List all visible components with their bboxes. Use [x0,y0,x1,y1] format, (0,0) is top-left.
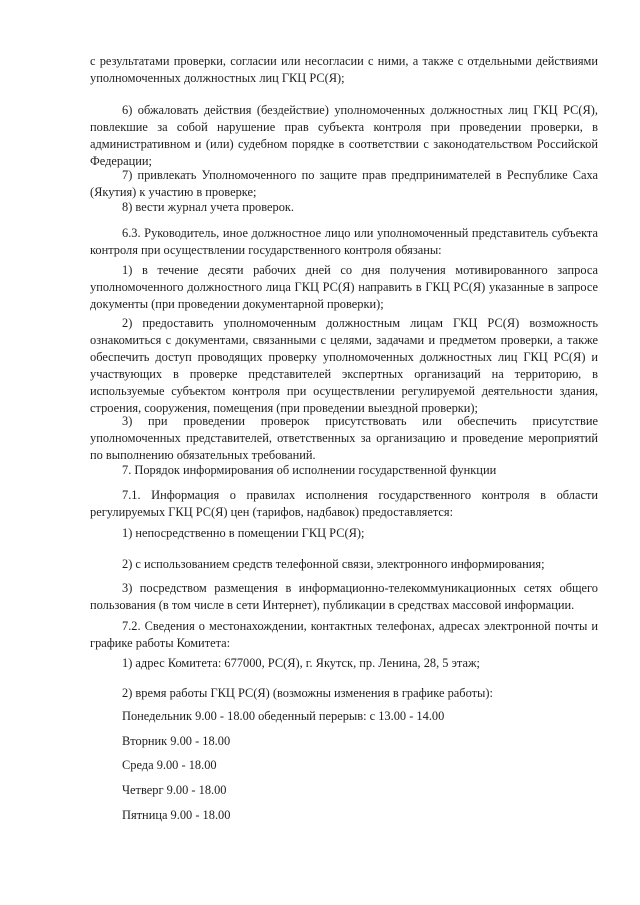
paragraph-1: с результатами проверки, согласии или несогласии с ними, а также с отдельными действиями уполномоченных должностных лиц ГКЦ РС(Я); [90,54,598,85]
paragraph-2: 6) обжаловать действия (бездействие) уполномоченных должностных лиц ГКЦ РС(Я), повлекшие за собой нарушение прав субъекта контроля при проведении проверки, в административном и (или) судебном порядке в соответствии с законодательством Российской Федерации; [90,103,598,168]
paragraph-15: 2) время работы ГКЦ РС(Я) (возможны изменения в графике работы): [122,686,493,700]
section-heading-7: 7. Порядок информирования об исполнении государственной функции [122,463,497,477]
schedule-thursday: Четверг 9.00 - 18.00 [122,783,227,797]
paragraph-4: 8) вести журнал учета проверок. [122,200,295,214]
paragraph-5: 6.3. Руководитель, иное должностное лицо или уполномоченный представитель субъекта контроля при осуществлении государственного контроля обязаны: [90,226,598,257]
schedule-wednesday: Среда 9.00 - 18.00 [122,758,217,772]
paragraph-9: 7.1. Информация о правилах исполнения государственного контроля в области регулируемых ГКЦ РС(Я) цен (тарифов, надбавок) предоставляется: [90,488,598,519]
schedule-friday: Пятница 9.00 - 18.00 [122,808,231,822]
paragraph-6: 1) в течение десяти рабочих дней со дня получения мотивированного запроса уполномоченного должностного лица ГКЦ РС(Я) направить в ГКЦ РС(Я) указанные в запросе документы (при проведении документарной проверки); [90,263,598,311]
paragraph-8: 3) при проведении проверок присутствовать или обеспечить присутствие уполномоченных представителей, ответственных за организацию и проведение мероприятий по выполнению обязательных требований. [90,414,598,462]
paragraph-12: 3) посредством размещения в информационно-телекоммуникационных сетях общего пользования (в том числе в сети Интернет), публикации в средствах массовой информации. [90,581,598,612]
paragraph-10: 1) непосредственно в помещении ГКЦ РС(Я); [122,526,365,540]
schedule-tuesday: Вторник 9.00 - 18.00 [122,734,231,748]
paragraph-11: 2) с использованием средств телефонной связи, электронного информирования; [122,557,545,571]
document-page [90,0,598,905]
schedule-monday: Понедельник 9.00 - 18.00 обеденный перерыв: с 13.00 - 14.00 [122,709,445,723]
paragraph-7: 2) предоставить уполномоченным должностным лицам ГКЦ РС(Я) возможность ознакомиться с документами, связанными с целями, задачами и предметом проверки, а также обеспечить доступ проводящих проверку уполномоченных должностных лиц ГКЦ РС(Я) и участвующих в проверке представителей экспертных организаций на территорию, в используемые субъектом контроля при осуществлении регулируемой деятельности здания, строения, сооружения, помещения (при проведении выездной проверки); [90,316,598,415]
paragraph-3: 7) привлекать Уполномоченного по защите прав предпринимателей в Республике Саха (Якутия) к участию в проверке; [90,168,598,199]
paragraph-13: 7.2. Сведения о местонахождении, контактных телефонах, адресах электронной почты и графике работы Комитета: [90,619,598,650]
paragraph-14: 1) адрес Комитета: 677000, РС(Я), г. Якутск, пр. Ленина, 28, 5 этаж; [122,656,480,670]
